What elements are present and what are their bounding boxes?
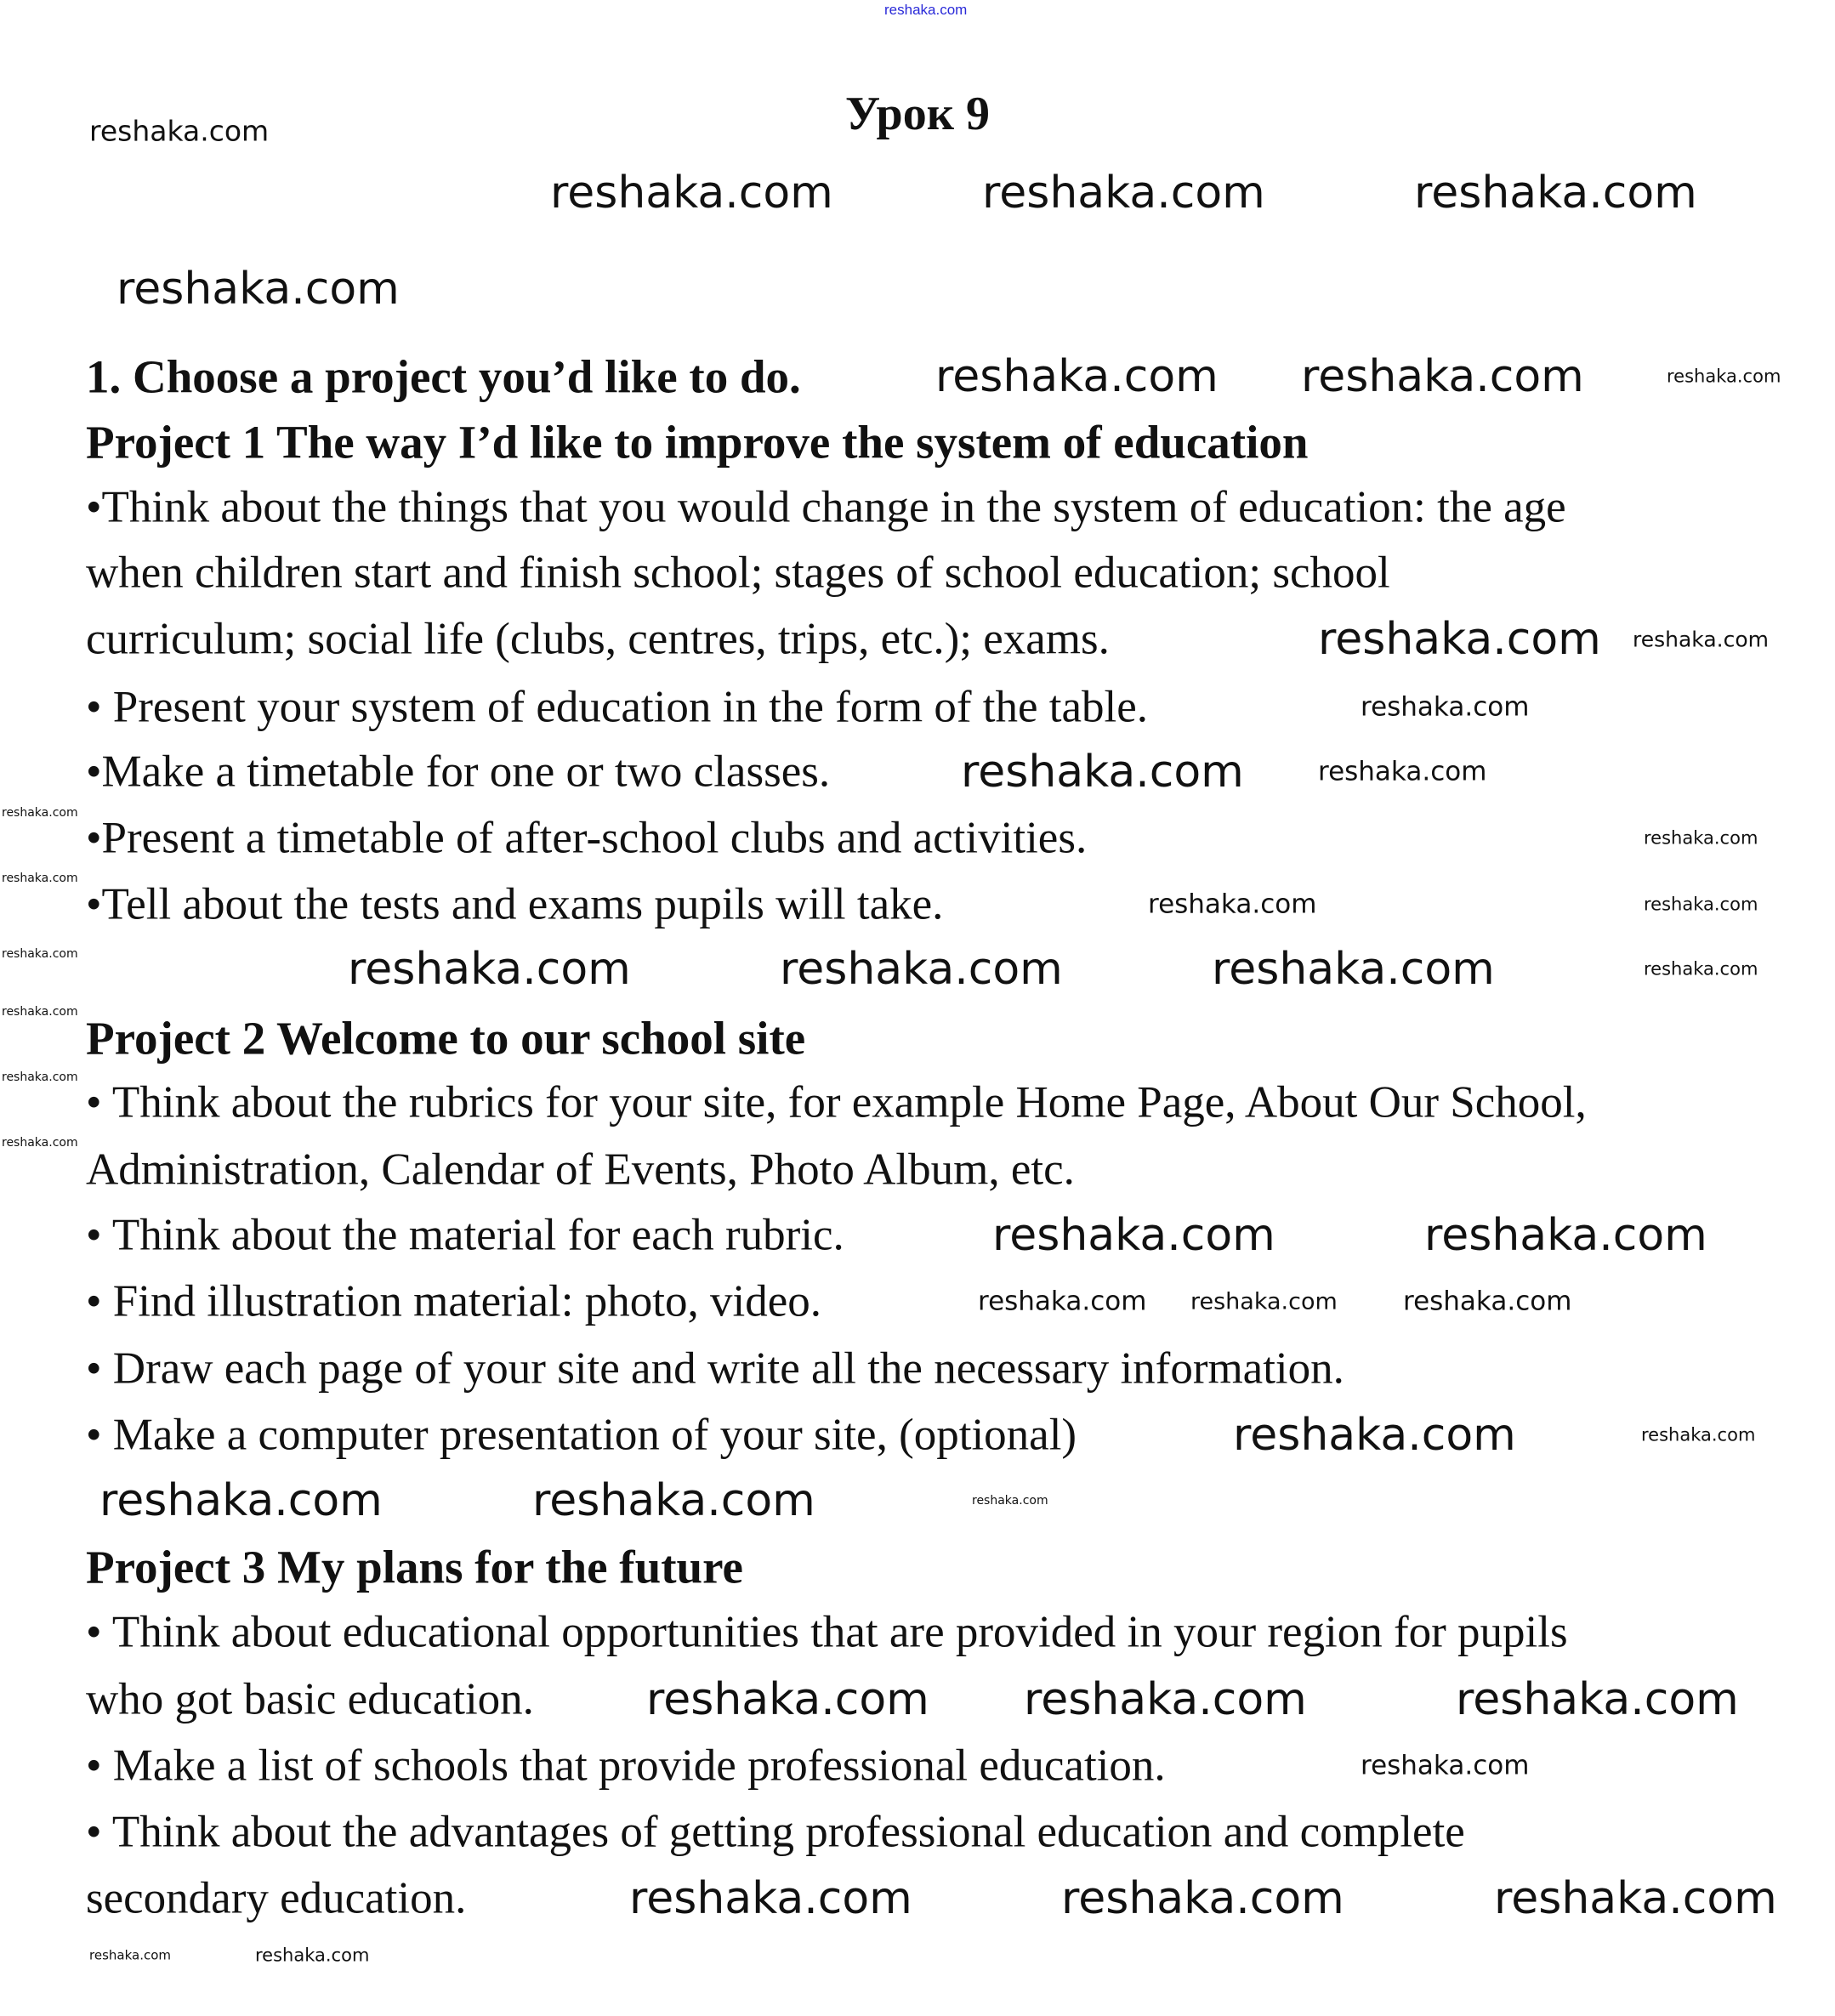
project-3-line: • Make a list of schools that provide professional education. [86, 1741, 1166, 1791]
watermark: reshaka.com [1190, 1288, 1338, 1315]
watermark: reshaka.com [1233, 1410, 1516, 1461]
watermark: reshaka.com [2, 1070, 78, 1084]
watermark: reshaka.com [550, 168, 833, 219]
watermark: reshaka.com [2, 947, 78, 961]
watermark: reshaka.com [1148, 889, 1317, 920]
task-heading: 1. Choose a project you’d like to do. [86, 350, 801, 403]
project-3-line: who got basic education. [86, 1674, 534, 1724]
watermark: reshaka.com [1641, 1424, 1756, 1445]
project-2-line: • Draw each page of your site and write all the necessary information. [86, 1343, 1344, 1394]
watermark: reshaka.com [2, 806, 78, 820]
watermark: reshaka.com [89, 114, 270, 148]
project-2-line: • Think about the material for each rubric. [86, 1210, 844, 1260]
project-2-heading: Project 2 Welcome to our school site [86, 1012, 806, 1065]
watermark: reshaka.com [972, 1494, 1048, 1508]
project-2-line: • Find illustration material: photo, video. [86, 1276, 821, 1326]
project-3-line: • Think about the advantages of getting professional education and complete [86, 1807, 1465, 1857]
watermark: reshaka.com [532, 1475, 815, 1526]
watermark: reshaka.com [1633, 627, 1769, 652]
watermark: reshaka.com [1424, 1210, 1707, 1261]
project-1-line: when children start and finish school; stages of school education; school [86, 548, 1390, 598]
watermark: reshaka.com [1318, 756, 1487, 787]
watermark: reshaka.com [1494, 1873, 1777, 1924]
watermark: reshaka.com [1644, 827, 1758, 849]
watermark: reshaka.com [1644, 958, 1758, 980]
watermark: reshaka.com [646, 1674, 929, 1725]
watermark: reshaka.com [1667, 366, 1781, 387]
watermark: reshaka.com [348, 944, 631, 995]
watermark: reshaka.com [1403, 1286, 1572, 1317]
project-3-heading: Project 3 My plans for the future [86, 1541, 743, 1593]
watermark: reshaka.com [935, 351, 1219, 402]
watermark: reshaka.com [1061, 1873, 1344, 1924]
watermark: reshaka.com [961, 747, 1244, 798]
project-1-line: curriculum; social life (clubs, centres, trips, etc.); exams. [86, 614, 1110, 664]
watermark: reshaka.com [629, 1873, 912, 1924]
project-2-line: • Think about the rubrics for your site, for example Home Page, About Our School, [86, 1077, 1587, 1127]
watermark: reshaka.com [992, 1210, 1275, 1261]
page-title: Урок 9 [845, 88, 990, 140]
project-1-heading: Project 1 The way I’d like to improve the system of education [86, 416, 1309, 469]
watermark: reshaka.com [1024, 1674, 1307, 1725]
project-1-line: •Tell about the tests and exams pupils will take. [86, 879, 944, 929]
project-1-line: •Present a timetable of after-school clubs and activities. [86, 813, 1088, 863]
watermark: reshaka.com [2, 1136, 78, 1150]
project-2-line: • Make a computer presentation of your site, (optional) [86, 1410, 1077, 1460]
watermark: reshaka.com [1644, 894, 1758, 915]
watermark: reshaka.com [1301, 351, 1584, 402]
top-watermark: reshaka.com [884, 2, 968, 18]
watermark: reshaka.com [1414, 168, 1697, 219]
watermark: reshaka.com [982, 168, 1265, 219]
project-1-line: •Make a timetable for one or two classes. [86, 747, 831, 797]
watermark: reshaka.com [255, 1945, 370, 1966]
watermark: reshaka.com [1212, 944, 1495, 995]
watermark: reshaka.com [1361, 691, 1530, 723]
watermark: reshaka.com [780, 944, 1063, 995]
project-2-line: Administration, Calendar of Events, Photo Album, etc. [86, 1144, 1075, 1195]
project-3-line: secondary education. [86, 1873, 467, 1923]
watermark: reshaka.com [2, 1005, 78, 1019]
watermark: reshaka.com [1456, 1674, 1739, 1725]
watermark: reshaka.com [99, 1475, 383, 1526]
watermark: reshaka.com [1318, 614, 1601, 665]
watermark: reshaka.com [1361, 1750, 1530, 1781]
watermark: reshaka.com [89, 1947, 171, 1963]
project-1-line: • Present your system of education in the form of the table. [86, 682, 1149, 732]
watermark: reshaka.com [116, 264, 400, 315]
watermark: reshaka.com [2, 872, 78, 885]
project-3-line: • Think about educational opportunities that are provided in your region for pupils [86, 1607, 1568, 1657]
project-1-line: •Think about the things that you would change in the system of education: the age [86, 482, 1566, 532]
watermark: reshaka.com [978, 1286, 1147, 1317]
